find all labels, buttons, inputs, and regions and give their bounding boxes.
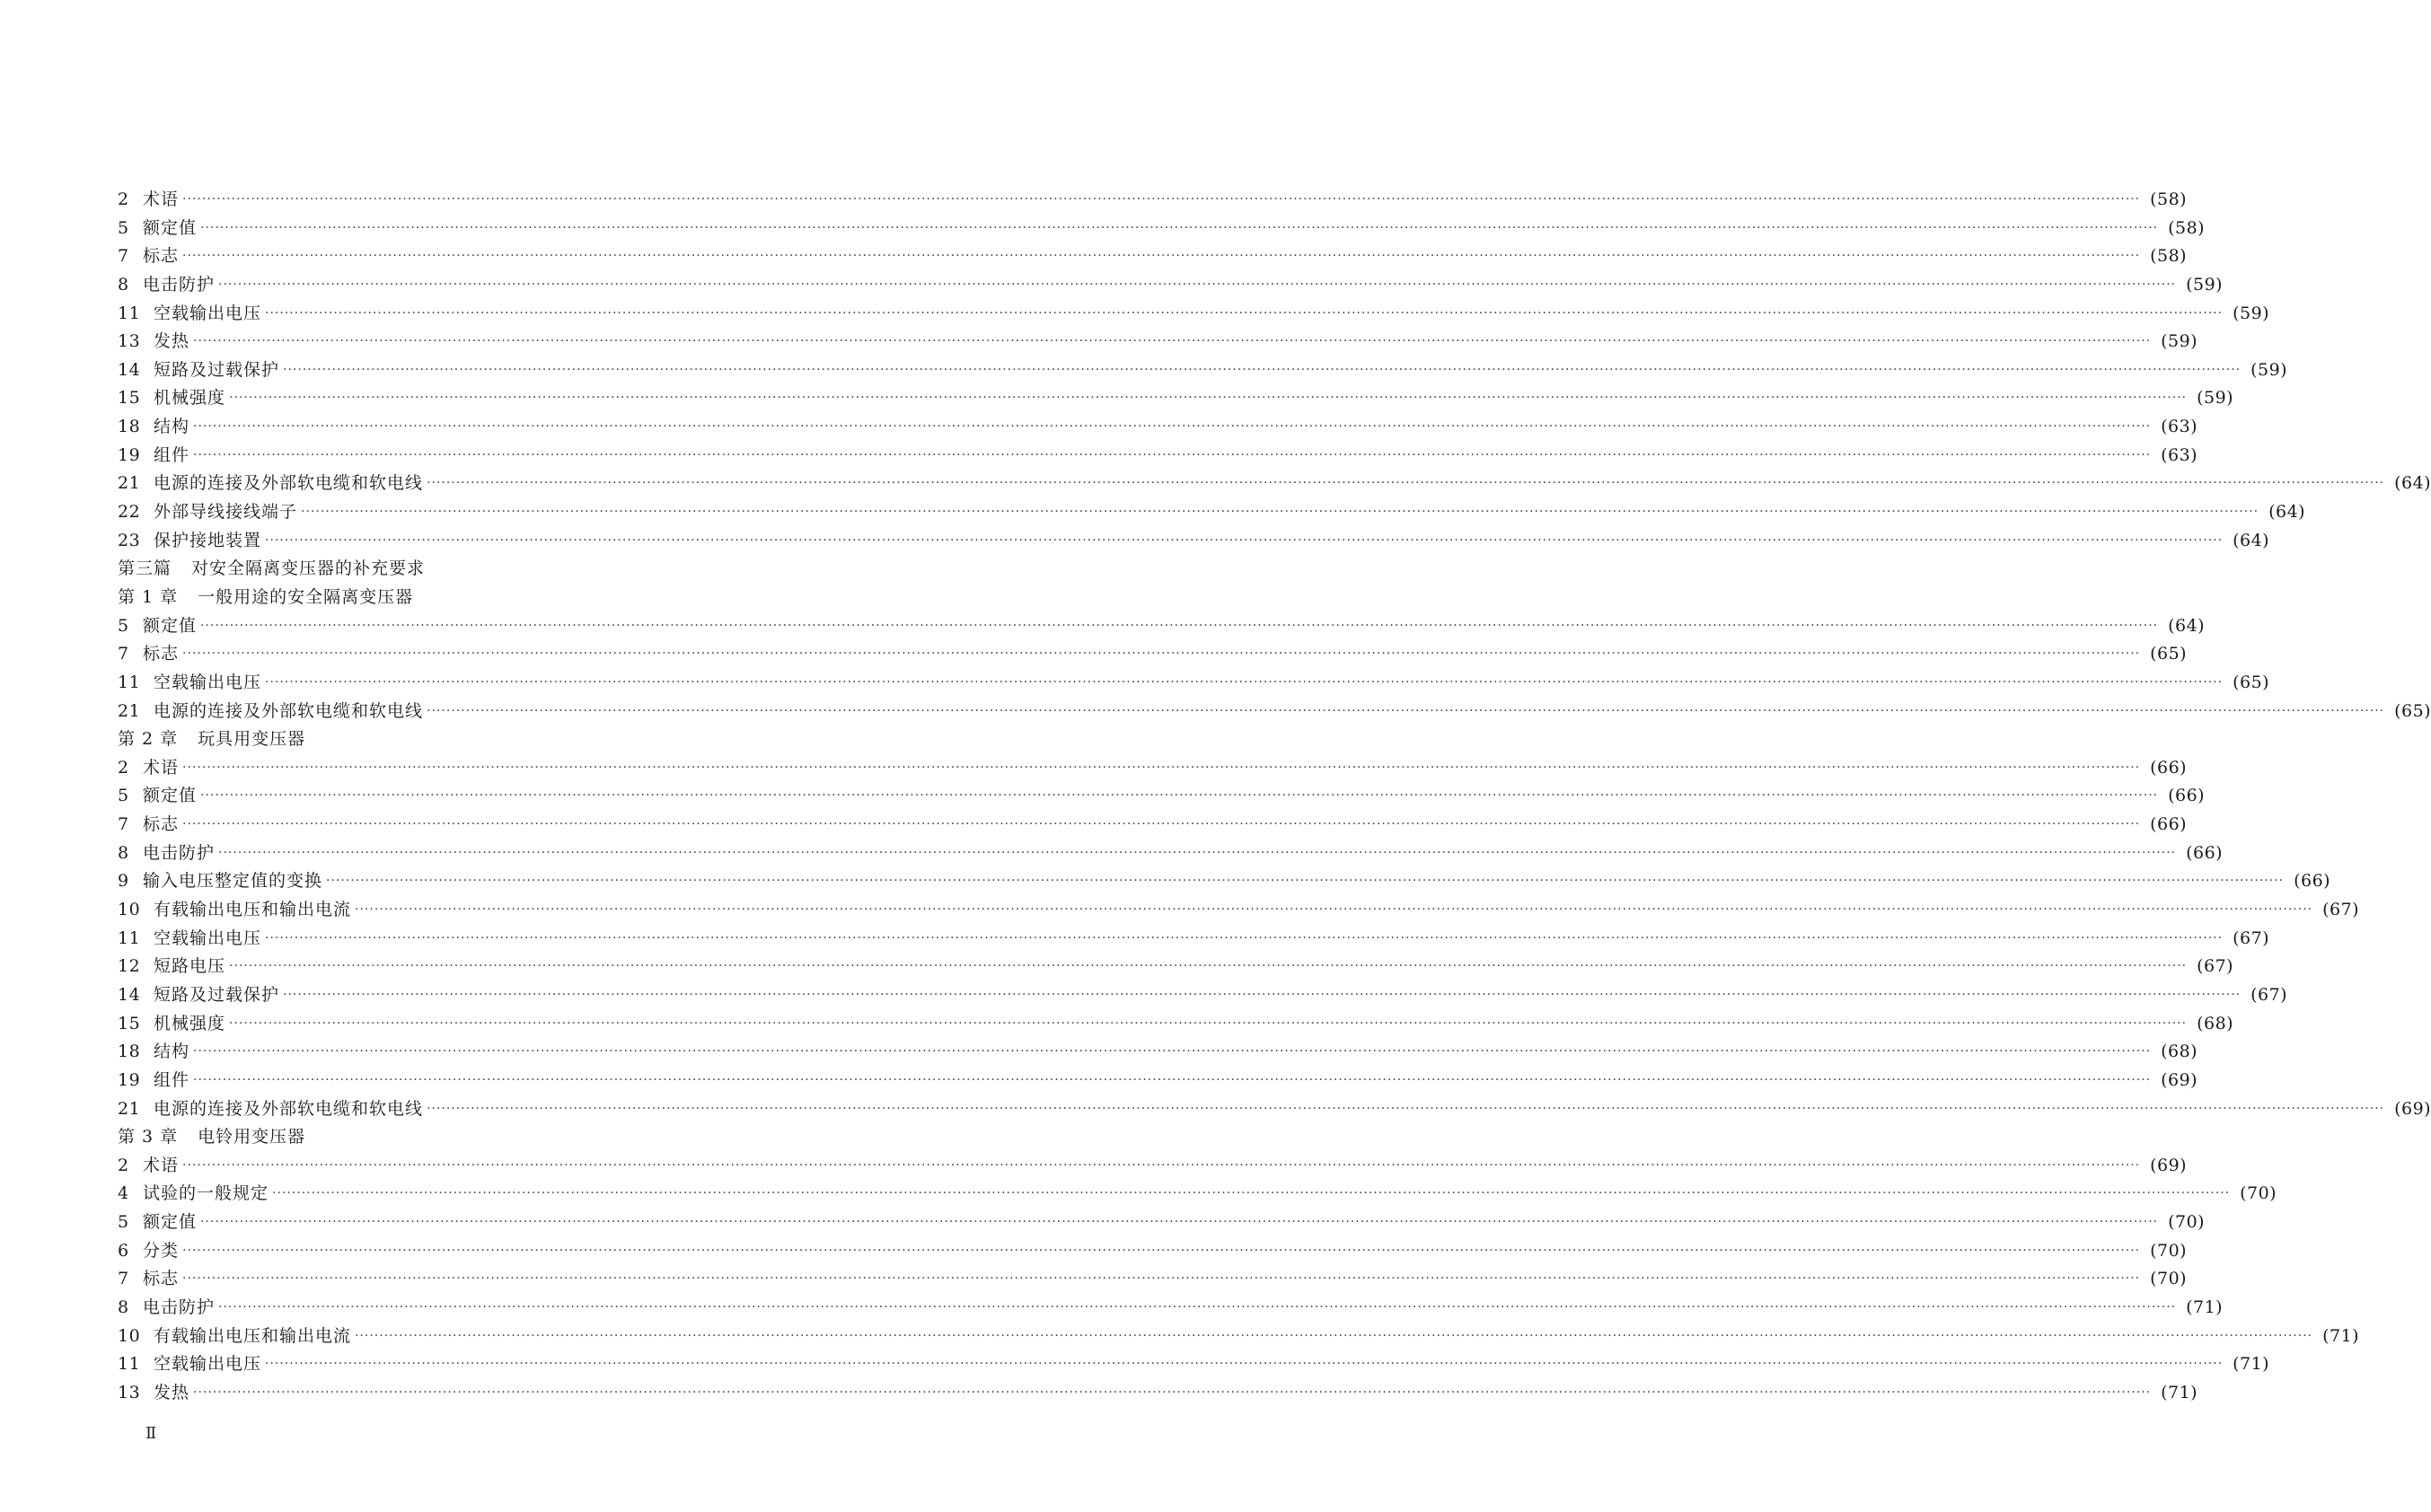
toc-entry-number: 8 [118, 1297, 129, 1317]
toc-entry [118, 384, 2234, 413]
toc-dot-leader: ················································································································································································································································································································································································································ [182, 1157, 2141, 1173]
toc-entry-title: 空载输出电压 [154, 303, 262, 323]
toc-entry-title: 额定值 [143, 217, 198, 238]
toc-section-heading [118, 584, 944, 612]
toc-dot-leader: ················································································································································································································································································································································································································ [427, 703, 2385, 718]
toc-entry-number: 7 [118, 814, 129, 835]
toc-entry-number: 10 [118, 900, 141, 920]
toc-dot-leader: ················································································································································································································································································································································································································ [200, 618, 2159, 633]
toc-entry [118, 1237, 2188, 1266]
toc-entry [118, 640, 2188, 669]
toc-entry-page: (63) [2161, 444, 2198, 465]
toc-section-heading [118, 555, 944, 584]
toc-entry-title: 空载输出电压 [154, 672, 262, 692]
toc-entry [118, 271, 2224, 300]
toc-entry-number: 21 [118, 473, 141, 494]
toc-entry-number: 2 [118, 189, 129, 209]
toc-entry-title: 标志 [143, 814, 180, 835]
toc-dot-leader: ················································································································································································································································································································································································································ [218, 1299, 2177, 1314]
toc-entry [118, 782, 2206, 811]
toc-entry-page: (59) [2161, 331, 2198, 352]
toc-entry-title: 组件 [154, 1069, 190, 1090]
toc-dot-leader: ················································································································································································································································································································································································································ [218, 845, 2177, 860]
toc-dot-leader: ················································································································································································································································································································································································································ [355, 1328, 2313, 1343]
toc-heading-title: 一般用途的安全隔离变压器 [198, 586, 414, 607]
toc-heading-label: 第 3 章 [118, 1127, 179, 1147]
toc-entry-page: (66) [2186, 842, 2224, 863]
toc-dot-leader: ················································································································································································································································································································································································································ [229, 391, 2188, 406]
toc-entry-number: 21 [118, 700, 141, 721]
toc-entry-title: 电击防护 [143, 1297, 216, 1317]
toc-entry [118, 1209, 2206, 1237]
toc-entry-page: (70) [2168, 1212, 2206, 1233]
toc-entry-page: (69) [2394, 1098, 2431, 1119]
toc-entry [118, 413, 2198, 442]
toc-heading-label: 第 2 章 [118, 729, 179, 750]
toc-entry-title: 电源的连接及外部软电缆和软电线 [154, 1098, 424, 1119]
toc-entry-title: 短路电压 [154, 956, 226, 977]
toc-entry-number: 2 [118, 757, 129, 778]
toc-entry-number: 8 [118, 842, 129, 863]
toc-entry [118, 1067, 2198, 1095]
toc-entry-title: 电击防护 [143, 274, 216, 294]
toc-entry-number: 12 [118, 956, 141, 977]
toc-entry-page: (71) [2161, 1382, 2198, 1402]
toc-entry-title: 标志 [143, 1269, 180, 1289]
toc-entry-number: 5 [118, 786, 129, 806]
toc-entry-title: 标志 [143, 644, 180, 664]
toc-entry [118, 612, 2206, 641]
toc-dot-leader: ················································································································································································································································································································································································································ [182, 192, 2141, 207]
toc-entry [118, 498, 2306, 527]
toc-dot-leader: ················································································································································································································································································································································································································ [265, 1357, 2224, 1372]
toc-entry-page: (67) [2197, 956, 2234, 977]
toc-entry-page: (59) [2197, 388, 2234, 409]
toc-entry-title: 结构 [154, 1042, 190, 1062]
toc-entry-title: 发热 [154, 1382, 190, 1402]
toc-entry [118, 328, 2198, 356]
toc-entry-page: (59) [2186, 274, 2224, 294]
toc-entry-number: 5 [118, 217, 129, 238]
toc-dot-leader: ················································································································································································································································································································································································································ [193, 447, 2152, 462]
toc-entry-title: 分类 [143, 1240, 180, 1261]
toc-entry [118, 698, 2431, 726]
toc-entry [118, 186, 2188, 215]
toc-dot-leader: ················································································································································································································································································································································································································ [182, 249, 2141, 264]
toc-entry-page: (69) [2161, 1069, 2198, 1090]
toc-entry [118, 1152, 2188, 1181]
toc-entry-page: (71) [2322, 1325, 2360, 1346]
toc-entry [118, 1294, 2224, 1323]
toc-entry-title: 外部导线接线端子 [154, 502, 298, 523]
toc-heading-title: 电铃用变压器 [198, 1127, 306, 1147]
toc-dot-leader: ················································································································································································································································································································································································································ [265, 305, 2224, 321]
toc-entry-number: 7 [118, 1269, 129, 1289]
toc-entry [118, 1038, 2198, 1067]
toc-entry-page: (58) [2168, 217, 2206, 238]
toc-entry-number: 15 [118, 1013, 141, 1033]
toc-entry-page: (68) [2197, 1013, 2234, 1033]
toc-entry-title: 发热 [154, 331, 190, 352]
toc-entry [118, 925, 2270, 954]
toc-dot-leader: ················································································································································································································································································································································································································ [200, 1215, 2159, 1230]
toc-entry-title: 短路及过载保护 [154, 984, 280, 1005]
toc-entry-title: 术语 [143, 189, 180, 209]
toc-dot-leader: ················································································································································································································································································································································································································ [193, 1385, 2152, 1400]
toc-entry-number: 14 [118, 359, 141, 380]
toc-entry-page: (67) [2233, 927, 2270, 948]
toc-entry-title: 术语 [143, 1155, 180, 1175]
toc-entry-title: 机械强度 [154, 1013, 226, 1033]
toc-entry [118, 840, 2224, 868]
toc-entry-page: (71) [2233, 1354, 2270, 1375]
toc-entry [118, 1265, 2188, 1294]
toc-entry [118, 1350, 2270, 1379]
toc-entry-number: 2 [118, 1155, 129, 1175]
toc-dot-leader: ················································································································································································································································································································································································································ [218, 277, 2177, 292]
toc-entry-page: (64) [2168, 615, 2206, 636]
toc-dot-leader: ················································································································································································································································································································································································································ [326, 874, 2285, 889]
toc-entry-title: 试验的一般规定 [143, 1183, 269, 1204]
toc-entry-number: 14 [118, 984, 141, 1005]
toc-entry-page: (63) [2161, 417, 2198, 437]
toc-entry-title: 短路及过载保护 [154, 359, 280, 380]
toc-entry-page: (65) [2150, 644, 2188, 664]
toc-entry [118, 953, 2234, 981]
toc-entry-number: 21 [118, 1098, 141, 1119]
toc-entry-page: (65) [2233, 672, 2270, 692]
toc-dot-leader: ················································································································································································································································································································································································································ [355, 902, 2313, 918]
toc-entry-page: (66) [2294, 871, 2331, 892]
toc-entry-number: 22 [118, 502, 141, 523]
toc-dot-leader: ················································································································································································································································································································································································································ [427, 1101, 2385, 1116]
toc-dot-leader: ················································································································································································································································································································································································································ [182, 760, 2141, 775]
toc-entry-page: (59) [2250, 359, 2288, 380]
toc-entry-title: 空载输出电压 [154, 927, 262, 948]
toc-entry-number: 7 [118, 246, 129, 267]
toc-entry [118, 300, 2270, 329]
toc-entry-page: (68) [2161, 1042, 2198, 1062]
toc-dot-leader: ················································································································································································································································································································································································································ [193, 334, 2152, 349]
toc-entry-number: 19 [118, 1069, 141, 1090]
toc-dot-leader: ················································································································································································································································································································································································································ [265, 930, 2224, 945]
toc-dot-leader: ················································································································································································································································································································································································································ [182, 1271, 2141, 1287]
toc-entry-title: 电源的连接及外部软电缆和软电线 [154, 700, 424, 721]
toc-dot-leader: ················································································································································································································································································································································································································ [229, 959, 2188, 974]
toc-entry-title: 机械强度 [154, 388, 226, 409]
toc-entry-page: (67) [2322, 900, 2360, 920]
toc-entry-page: (67) [2250, 984, 2288, 1005]
toc-entry-page: (58) [2150, 189, 2188, 209]
toc-entry-page: (69) [2150, 1155, 2188, 1175]
toc-entry-page: (66) [2150, 757, 2188, 778]
toc-heading-title: 玩具用变压器 [198, 729, 306, 750]
toc-entry [118, 1095, 2431, 1124]
toc-entry-title: 保护接地装置 [154, 530, 262, 550]
toc-entry-number: 18 [118, 1042, 141, 1062]
toc-entry-number: 11 [118, 672, 141, 692]
toc-entry [118, 1379, 2198, 1408]
toc-dot-leader: ················································································································································································································································································································································································································ [272, 1186, 2231, 1201]
toc-entry-number: 4 [118, 1183, 129, 1204]
toc-entry-page: (65) [2394, 700, 2431, 721]
toc-heading-title: 对安全隔离变压器的补充要求 [191, 558, 426, 579]
toc-entry [118, 1323, 2360, 1351]
toc-entry [118, 442, 2198, 470]
toc-entry-title: 术语 [143, 757, 180, 778]
toc-dot-leader: ················································································································································································································································································································································································································ [182, 817, 2141, 832]
toc-heading-label: 第三篇 [118, 558, 172, 579]
toc-entry-number: 13 [118, 1382, 141, 1402]
toc-dot-leader: ················································································································································································································································································································································································································ [182, 646, 2141, 662]
toc-entry-number: 11 [118, 303, 141, 323]
toc-dot-leader: ················································································································································································································································································································································································································ [193, 1044, 2152, 1059]
toc-entry-number: 8 [118, 274, 129, 294]
toc-dot-leader: ················································································································································································································································································································································································································ [301, 505, 2259, 520]
toc-dot-leader: ················································································································································································································································································································································································································ [229, 1015, 2188, 1031]
toc-entry-title: 结构 [154, 417, 190, 437]
toc-entry [118, 1180, 2277, 1209]
toc-entry-title: 输入电压整定值的变换 [143, 871, 323, 892]
toc-entry-title: 有载输出电压和输出电流 [154, 1325, 352, 1346]
toc-entry-number: 10 [118, 1325, 141, 1346]
table-of-contents [118, 186, 2431, 1408]
toc-dot-leader: ················································································································································································································································································································································································································ [200, 220, 2159, 235]
toc-entry [118, 669, 2270, 698]
toc-dot-leader: ················································································································································································································································································································································································································ [182, 1243, 2141, 1258]
toc-dot-leader: ················································································································································································································································································································································································································ [283, 987, 2242, 1002]
toc-entry-page: (66) [2168, 786, 2206, 806]
toc-dot-leader: ················································································································································································································································································································································································································ [427, 476, 2385, 491]
toc-entry-title: 空载输出电压 [154, 1354, 262, 1375]
toc-entry [118, 867, 2331, 896]
toc-entry [118, 811, 2188, 840]
toc-dot-leader: ················································································································································································································································································································································································································ [265, 674, 2224, 690]
toc-entry-number: 5 [118, 1212, 129, 1233]
toc-entry-number: 13 [118, 331, 141, 352]
toc-entry [118, 754, 2188, 783]
toc-section-heading [118, 725, 944, 754]
toc-dot-leader: ················································································································································································································································································································································································································ [193, 419, 2152, 435]
toc-entry [118, 242, 2188, 271]
toc-entry [118, 215, 2206, 243]
toc-entry [118, 896, 2360, 925]
toc-entry-page: (64) [2233, 530, 2270, 550]
toc-entry [118, 356, 2288, 385]
toc-entry-number: 15 [118, 388, 141, 409]
toc-entry [118, 981, 2288, 1010]
toc-entry-number: 23 [118, 530, 141, 550]
toc-entry-title: 额定值 [143, 1212, 198, 1233]
toc-entry-number: 7 [118, 644, 129, 664]
toc-entry-number: 9 [118, 871, 129, 892]
toc-entry-title: 组件 [154, 444, 190, 465]
toc-entry-page: (70) [2150, 1240, 2188, 1261]
toc-entry-number: 18 [118, 417, 141, 437]
toc-entry-page: (71) [2186, 1297, 2224, 1317]
toc-section-heading [118, 1123, 944, 1152]
toc-entry-title: 标志 [143, 246, 180, 267]
toc-entry-title: 额定值 [143, 615, 198, 636]
toc-entry-page: (66) [2150, 814, 2188, 835]
toc-entry-number: 5 [118, 615, 129, 636]
toc-entry [118, 527, 2270, 556]
toc-entry-title: 电击防护 [143, 842, 216, 863]
toc-dot-leader: ················································································································································································································································································································································································································ [283, 362, 2242, 377]
toc-entry-page: (70) [2240, 1183, 2277, 1204]
toc-entry-page: (59) [2233, 303, 2270, 323]
toc-entry-title: 额定值 [143, 786, 198, 806]
toc-entry-title: 有载输出电压和输出电流 [154, 900, 352, 920]
toc-entry-page: (58) [2150, 246, 2188, 267]
toc-entry-number: 11 [118, 927, 141, 948]
toc-dot-leader: ················································································································································································································································································································································································································ [193, 1072, 2152, 1087]
toc-entry-title: 电源的连接及外部软电缆和软电线 [154, 473, 424, 494]
toc-dot-leader: ················································································································································································································································································································································································································ [265, 532, 2224, 548]
toc-entry [118, 1010, 2234, 1039]
toc-heading-label: 第 1 章 [118, 586, 179, 607]
toc-entry-page: (64) [2268, 502, 2306, 523]
toc-entry-page: (64) [2394, 473, 2431, 494]
toc-entry-number: 11 [118, 1354, 141, 1375]
toc-entry-page: (70) [2150, 1269, 2188, 1289]
toc-entry [118, 470, 2431, 498]
toc-entry-number: 19 [118, 444, 141, 465]
toc-entry-number: 6 [118, 1240, 129, 1261]
page-footer-number: Ⅱ [145, 1424, 157, 1443]
toc-dot-leader: ················································································································································································································································································································································································································ [200, 788, 2159, 804]
